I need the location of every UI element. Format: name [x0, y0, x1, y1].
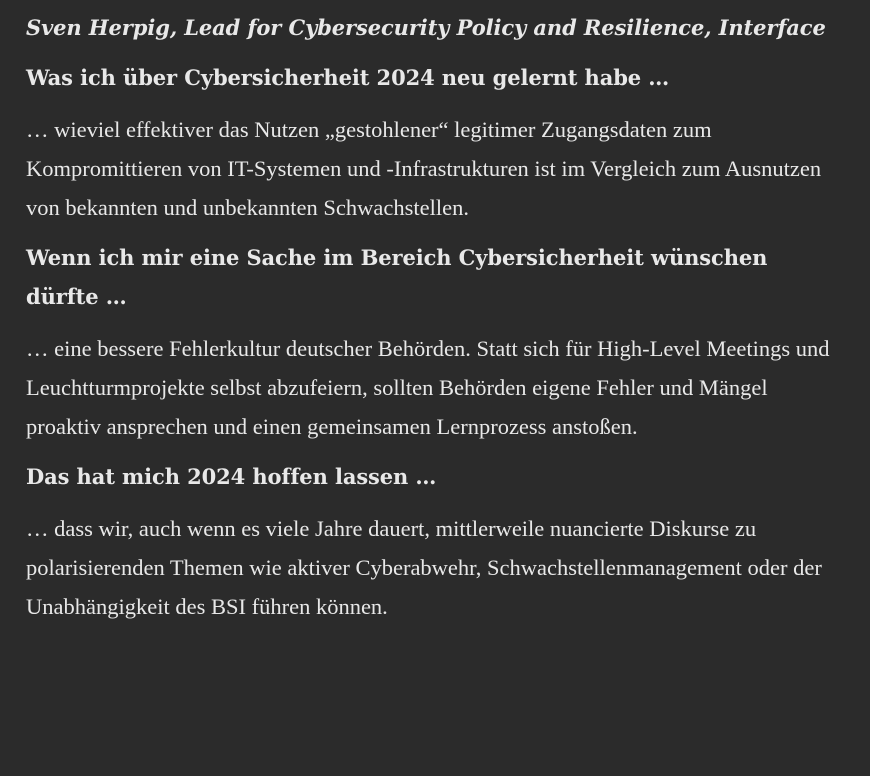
- answer-paragraph: … eine bessere Fehlerkultur deutscher Behörden. Statt sich für High-Level Meetings und Leuchtturmprojekte selbst abzufeiern, sollten Behörden eigene Fehler und Mängel proaktiv ansprechen und einen gemeinsamen Lernprozess anstoßen.: [26, 336, 830, 439]
- author-byline: Sven Herpig, Lead for Cybersecurity Policy and Resilience, Interface: [26, 15, 826, 40]
- qa-block-learned: [26, 58, 844, 227]
- answer-paragraph: … wieviel effektiver das Nutzen „gestohlener“ legitimer Zugangsdaten zum Kompromittieren von IT-Systemen und -Infrastrukturen ist im Vergleich zum Ausnutzen von bekannten und unbekannten Schwachstellen.: [26, 117, 822, 220]
- answer-paragraph: … dass wir, auch wenn es viele Jahre dauert, mittlerweile nuancierte Diskurse zu polarisierenden Themen wie aktiver Cyberabwehr, Schwachstellenmanagement oder der Unabhängigkeit des BSI führen können.: [26, 516, 822, 619]
- question-heading: Das hat mich 2024 hoffen lassen …: [26, 464, 437, 489]
- qa-block-hope: [26, 457, 844, 626]
- question-heading: Wenn ich mir eine Sache im Bereich Cybersicherheit wünschen dürfte …: [26, 245, 768, 309]
- qa-block-wish: [26, 238, 844, 446]
- question-heading: Was ich über Cybersicherheit 2024 neu gelernt habe …: [26, 65, 670, 90]
